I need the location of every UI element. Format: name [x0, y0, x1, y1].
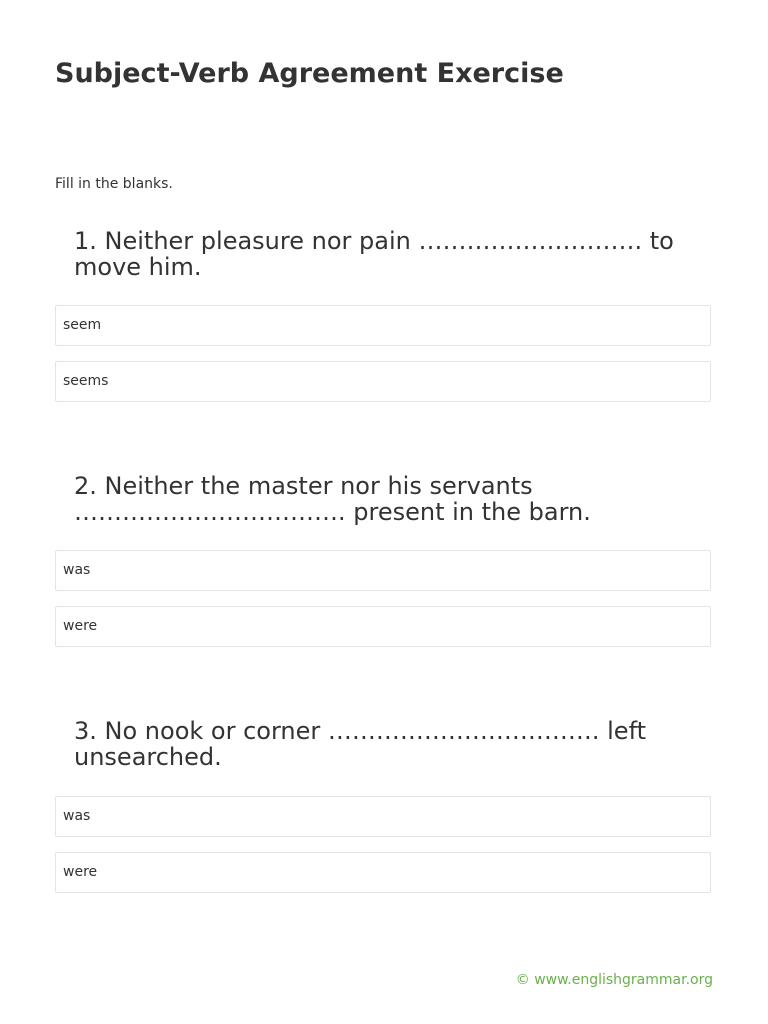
- answer-option[interactable]: was: [55, 550, 711, 591]
- instructions-text: Fill in the blanks.: [55, 176, 173, 192]
- question-3: [55, 719, 713, 895]
- answer-option[interactable]: was: [55, 796, 711, 837]
- question-text: 3. No nook or corner ……………………………. left unsearched.: [74, 717, 647, 771]
- answer-option[interactable]: were: [55, 606, 711, 647]
- page-title: Subject-Verb Agreement Exercise: [55, 58, 564, 89]
- answer-option[interactable]: seem: [55, 305, 711, 346]
- answer-option[interactable]: seems: [55, 361, 711, 402]
- question-text: 2. Neither the master nor his servants ……………………………. present in the barn.: [74, 472, 591, 526]
- answer-option[interactable]: were: [55, 852, 711, 893]
- question-text: 1. Neither pleasure nor pain ………………………. to move him.: [74, 227, 674, 281]
- footer-link[interactable]: © www.englishgrammar.org: [515, 972, 713, 988]
- question-1: [55, 229, 713, 405]
- question-2: [55, 474, 713, 650]
